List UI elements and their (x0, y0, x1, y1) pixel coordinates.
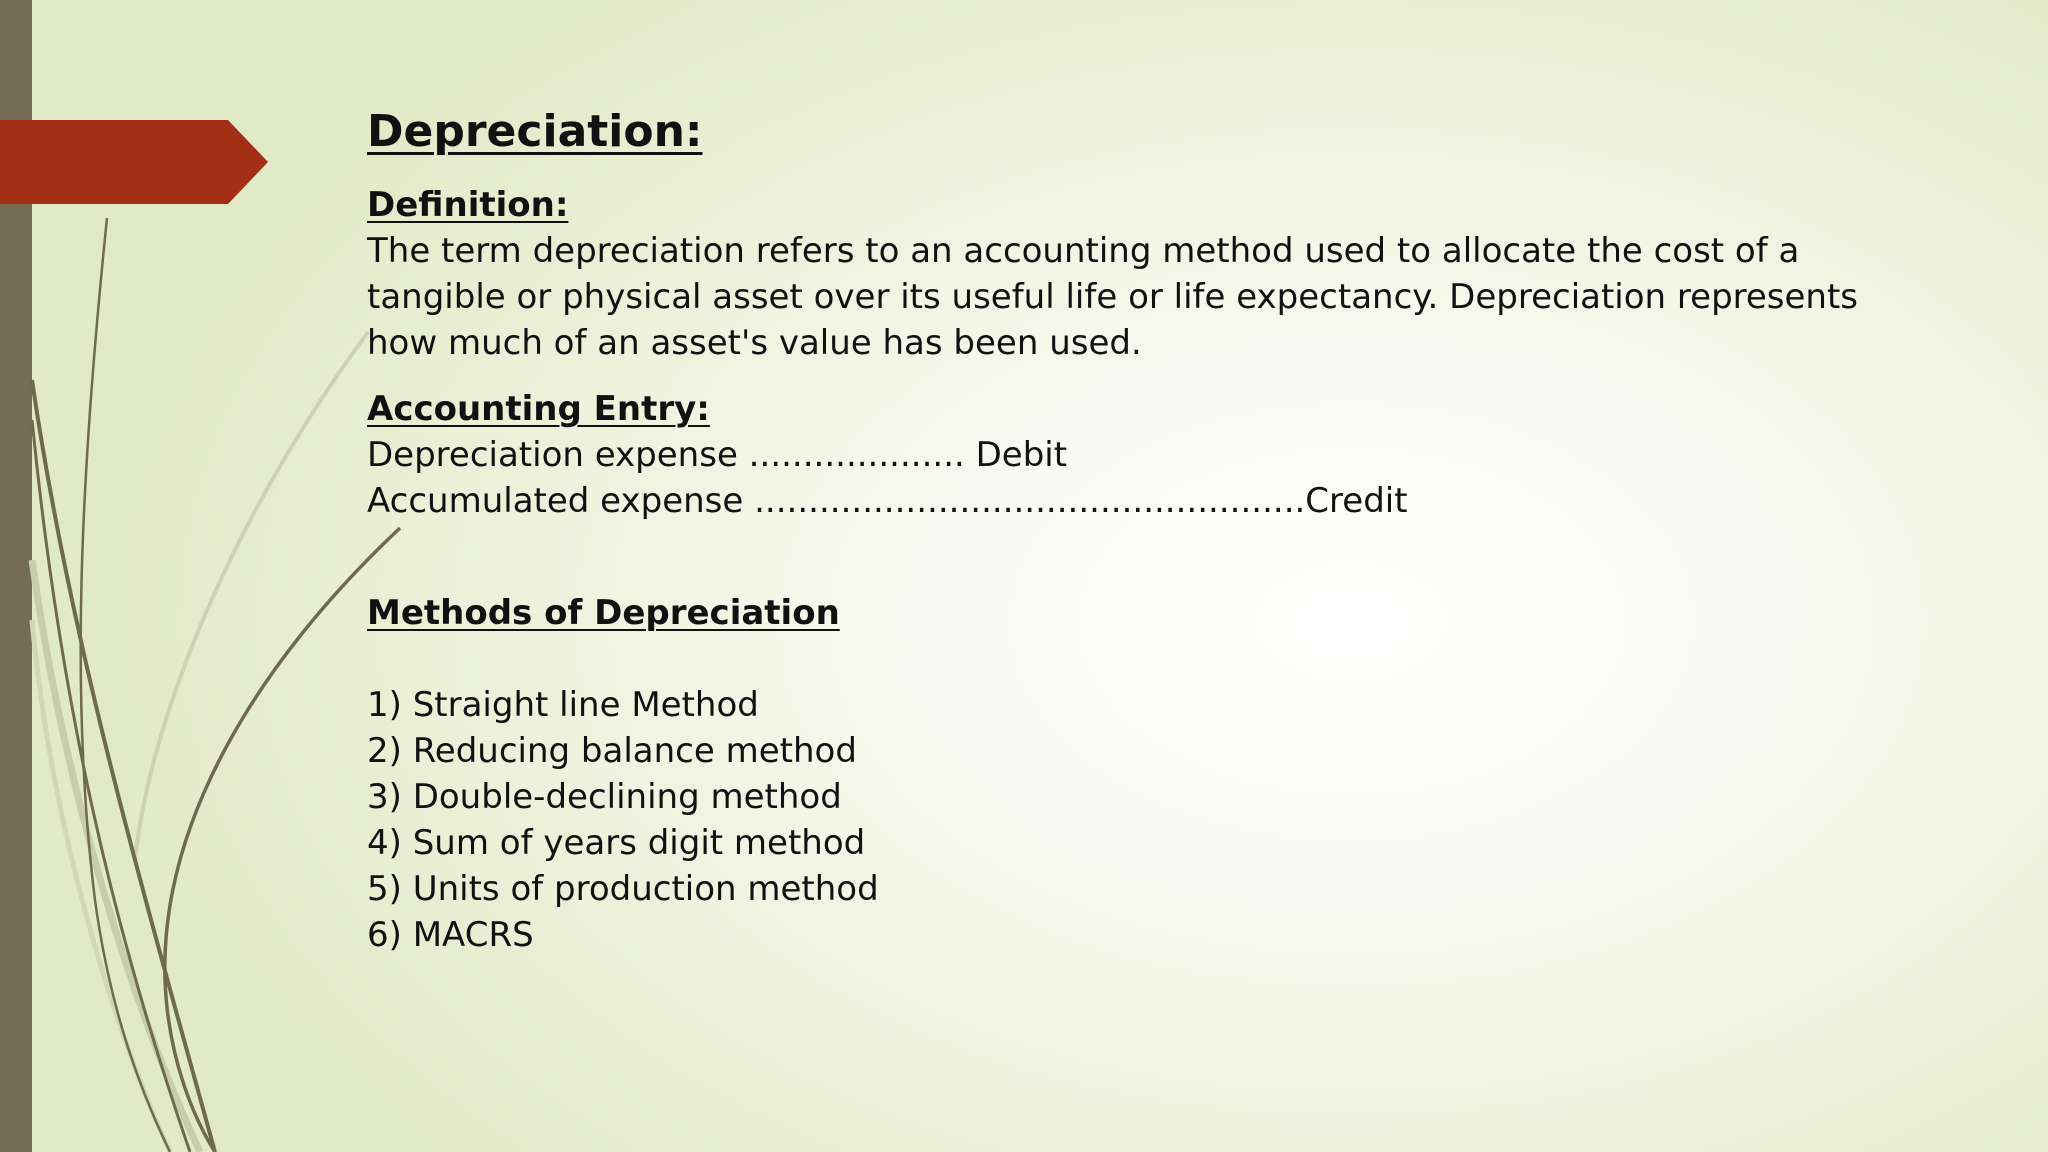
list-item: 1) Straight line Method (367, 685, 759, 725)
page-title: Depreciation: (367, 106, 703, 157)
light-stem-curve (32, 560, 200, 1152)
credit-entry-line: Accumulated expense ...................................................Credit (367, 481, 1408, 521)
list-item: 5) Units of production method (367, 869, 879, 909)
definition-text: The term depreciation refers to an accounting method used to allocate the cost of a tangible or physical asset over its useful life or life expectancy. Depreciation represents how much of an asset's value has been used. (367, 231, 1859, 363)
methods-list (367, 682, 1987, 958)
dark-stem-curve (81, 218, 170, 1152)
list-item: 6) MACRS (367, 915, 534, 955)
debit-entry-line: Depreciation expense .................... Debit (367, 435, 1068, 475)
definition-heading: Definition: (367, 185, 569, 225)
list-item: 4) Sum of years digit method (367, 823, 866, 863)
red-arrow-banner (0, 120, 268, 204)
slide-content (367, 100, 1987, 958)
methods-heading: Methods of Depreciation (367, 593, 840, 633)
list-item: 3) Double-declining method (367, 777, 842, 817)
list-item: 2) Reducing balance method (367, 731, 857, 771)
accounting-entry-heading: Accounting Entry: (367, 389, 710, 429)
